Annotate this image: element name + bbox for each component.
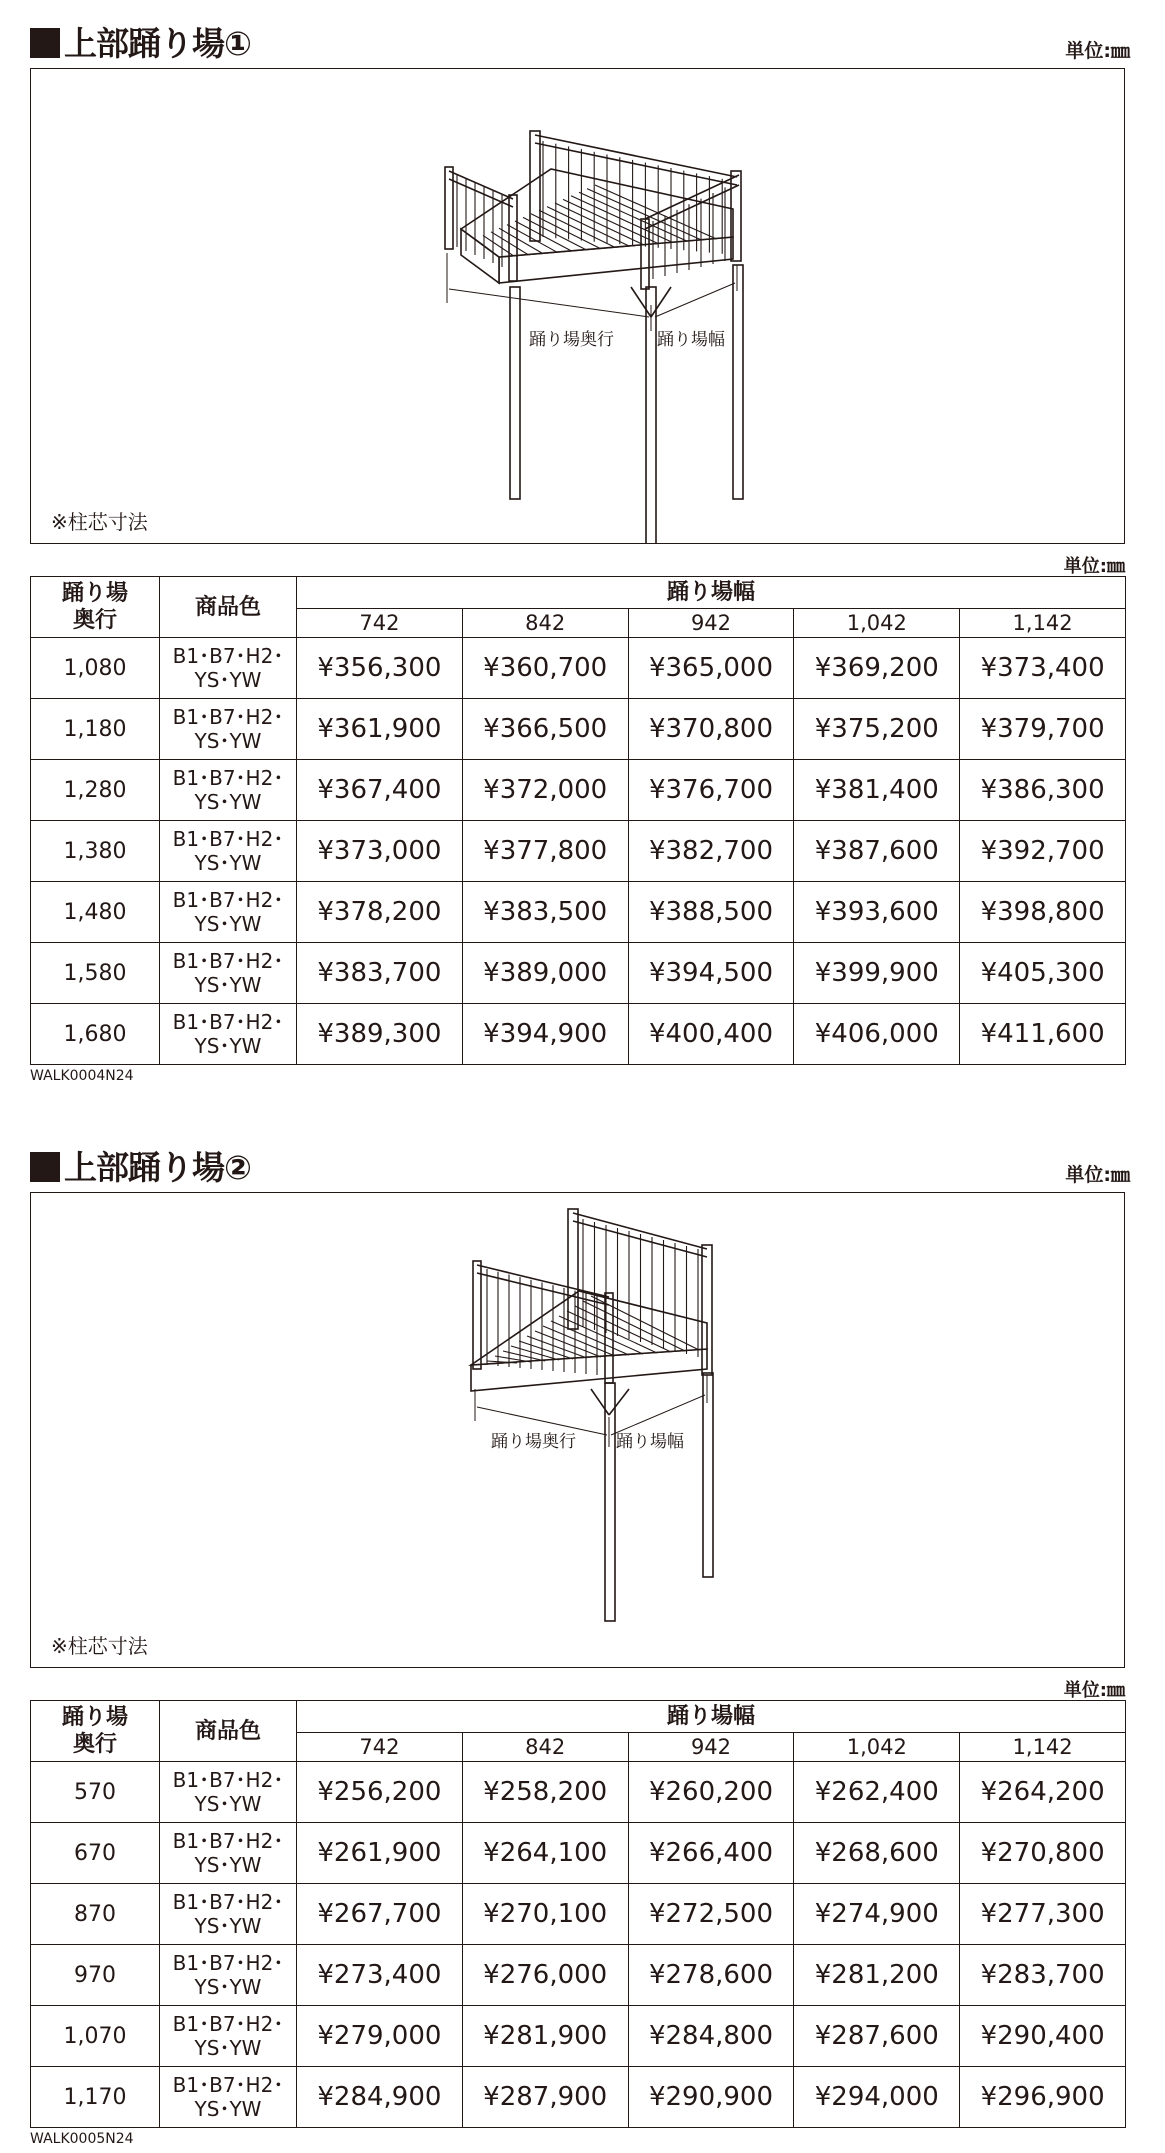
post [510, 287, 520, 499]
landing-illustration [31, 69, 1124, 543]
color-line-2: YS･YW [194, 1975, 262, 1999]
table-row [31, 638, 1126, 699]
depth-cell: 1,480 [31, 882, 160, 943]
price-cell: ¥258,200 [462, 1762, 628, 1823]
color-line-2: YS･YW [194, 1034, 262, 1058]
price-cell: ¥370,800 [628, 699, 794, 760]
price-cell: ¥294,000 [794, 2067, 960, 2128]
price-table [30, 576, 1126, 1065]
header-depth [31, 1701, 160, 1762]
price-cell: ¥394,500 [628, 943, 794, 1004]
depth-cell: 570 [31, 1762, 160, 1823]
table-row [31, 1945, 1126, 2006]
section-title-text: 上部踊り場① [64, 24, 251, 63]
width-842: 842 [462, 609, 628, 638]
price-cell: ¥264,200 [960, 1762, 1126, 1823]
price-cell: ¥277,300 [960, 1884, 1126, 1945]
price-cell: ¥361,900 [297, 699, 463, 760]
price-cell: ¥382,700 [628, 821, 794, 882]
table-row [31, 699, 1126, 760]
color-line-1: B1･B7･H2･ [172, 827, 284, 851]
color-line-1: B1･B7･H2･ [172, 888, 284, 912]
color-line-2: YS･YW [194, 2097, 262, 2121]
price-cell: ¥367,400 [297, 760, 463, 821]
price-cell: ¥379,700 [960, 699, 1126, 760]
price-cell: ¥290,900 [628, 2067, 794, 2128]
price-cell: ¥284,900 [297, 2067, 463, 2128]
price-cell: ¥283,700 [960, 1945, 1126, 2006]
color-cell [160, 699, 297, 760]
price-cell: ¥389,300 [297, 1004, 463, 1065]
price-cell: ¥386,300 [960, 760, 1126, 821]
product-code: WALK0005N24 [30, 2131, 134, 2147]
price-cell: ¥360,700 [462, 638, 628, 699]
depth-cell: 1,680 [31, 1004, 160, 1065]
width-942: 942 [628, 609, 794, 638]
width-742: 742 [297, 609, 463, 638]
price-cell: ¥372,000 [462, 760, 628, 821]
color-cell [160, 760, 297, 821]
color-line-1: B1･B7･H2･ [172, 2073, 284, 2097]
table-row [31, 943, 1126, 1004]
color-cell [160, 1823, 297, 1884]
depth-cell: 670 [31, 1823, 160, 1884]
depth-cell: 1,380 [31, 821, 160, 882]
depth-dimension-label: 踊り場奥行 [529, 330, 614, 350]
price-cell: ¥399,900 [794, 943, 960, 1004]
header-width: 踊り場幅 [297, 1701, 1126, 1733]
price-cell: ¥378,200 [297, 882, 463, 943]
color-line-2: YS･YW [194, 1853, 262, 1877]
width-742: 742 [297, 1733, 463, 1762]
price-cell: ¥284,800 [628, 2006, 794, 2067]
unit-label: 単位:㎜ [1065, 1164, 1130, 1186]
price-cell: ¥260,200 [628, 1762, 794, 1823]
price-table [30, 1700, 1126, 2128]
price-cell: ¥356,300 [297, 638, 463, 699]
color-line-1: B1･B7･H2･ [172, 1010, 284, 1034]
price-cell: ¥388,500 [628, 882, 794, 943]
color-line-2: YS･YW [194, 790, 262, 814]
depth-dimension-label: 踊り場奥行 [491, 1432, 576, 1452]
price-cell: ¥270,800 [960, 1823, 1126, 1884]
post [703, 1373, 713, 1577]
header-width: 踊り場幅 [297, 577, 1126, 609]
color-cell [160, 638, 297, 699]
color-line-1: B1･B7･H2･ [172, 766, 284, 790]
color-line-1: B1･B7･H2･ [172, 949, 284, 973]
header-depth-text: 踊り場奥行 [61, 1705, 128, 1757]
note-text: ※柱芯寸法 [51, 510, 148, 534]
price-cell: ¥400,400 [628, 1004, 794, 1065]
table-row [31, 1823, 1126, 1884]
price-cell: ¥394,900 [462, 1004, 628, 1065]
color-cell [160, 821, 297, 882]
table-row [31, 1884, 1126, 1945]
post [605, 1383, 615, 1621]
depth-cell: 1,580 [31, 943, 160, 1004]
color-cell [160, 1762, 297, 1823]
landing-illustration [31, 1193, 1124, 1667]
price-cell: ¥290,400 [960, 2006, 1126, 2067]
price-cell: ¥287,600 [794, 2006, 960, 2067]
color-cell [160, 882, 297, 943]
depth-cell: 870 [31, 1884, 160, 1945]
price-cell: ¥365,000 [628, 638, 794, 699]
price-cell: ¥273,400 [297, 1945, 463, 2006]
price-cell: ¥278,600 [628, 1945, 794, 2006]
price-cell: ¥274,900 [794, 1884, 960, 1945]
color-cell [160, 1004, 297, 1065]
width-dimension-label: 踊り場幅 [616, 1432, 684, 1452]
price-cell: ¥369,200 [794, 638, 960, 699]
color-line-2: YS･YW [194, 973, 262, 997]
unit-label: 単位:㎜ [1065, 40, 1130, 62]
depth-cell: 1,170 [31, 2067, 160, 2128]
price-cell: ¥287,900 [462, 2067, 628, 2128]
width-1042: 1,042 [794, 609, 960, 638]
header-color: 商品色 [160, 577, 297, 638]
price-cell: ¥281,200 [794, 1945, 960, 2006]
price-cell: ¥270,100 [462, 1884, 628, 1945]
color-cell [160, 1945, 297, 2006]
price-cell: ¥256,200 [297, 1762, 463, 1823]
price-cell: ¥411,600 [960, 1004, 1126, 1065]
price-cell: ¥268,600 [794, 1823, 960, 1884]
color-line-1: B1･B7･H2･ [172, 644, 284, 668]
price-cell: ¥276,000 [462, 1945, 628, 2006]
color-cell [160, 943, 297, 1004]
price-cell: ¥405,300 [960, 943, 1126, 1004]
price-cell: ¥389,000 [462, 943, 628, 1004]
price-cell: ¥261,900 [297, 1823, 463, 1884]
depth-cell: 1,080 [31, 638, 160, 699]
price-cell: ¥383,500 [462, 882, 628, 943]
price-cell: ¥281,900 [462, 2006, 628, 2067]
table-row [31, 1762, 1126, 1823]
color-cell [160, 1884, 297, 1945]
header-depth [31, 577, 160, 638]
header-depth-text: 踊り場奥行 [61, 581, 128, 633]
table-row [31, 760, 1126, 821]
color-line-1: B1･B7･H2･ [172, 1768, 284, 1792]
product-code: WALK0004N24 [30, 1068, 134, 1084]
price-cell: ¥264,100 [462, 1823, 628, 1884]
color-line-1: B1･B7･H2･ [172, 1951, 284, 1975]
color-line-2: YS･YW [194, 851, 262, 875]
width-1042: 1,042 [794, 1733, 960, 1762]
section-title-text: 上部踊り場② [64, 1148, 251, 1187]
width-1142: 1,142 [960, 1733, 1126, 1762]
square-bullet-icon [30, 28, 60, 58]
width-1142: 1,142 [960, 609, 1126, 638]
section-title [30, 1146, 251, 1190]
table-row [31, 2067, 1126, 2128]
price-cell: ¥373,000 [297, 821, 463, 882]
color-line-2: YS･YW [194, 729, 262, 753]
table-unit-label: 単位:㎜ [1063, 1680, 1125, 1701]
landing-illustration-frame [30, 1192, 1125, 1668]
color-line-2: YS･YW [194, 1792, 262, 1816]
note-text: ※柱芯寸法 [51, 1634, 148, 1658]
price-cell: ¥373,400 [960, 638, 1126, 699]
price-cell: ¥387,600 [794, 821, 960, 882]
landing-illustration-frame [30, 68, 1125, 544]
price-cell: ¥392,700 [960, 821, 1126, 882]
color-line-2: YS･YW [194, 668, 262, 692]
depth-cell: 1,070 [31, 2006, 160, 2067]
price-cell: ¥376,700 [628, 760, 794, 821]
width-842: 842 [462, 1733, 628, 1762]
color-cell [160, 2067, 297, 2128]
header-color: 商品色 [160, 1701, 297, 1762]
price-cell: ¥398,800 [960, 882, 1126, 943]
depth-cell: 1,280 [31, 760, 160, 821]
price-cell: ¥267,700 [297, 1884, 463, 1945]
price-cell: ¥266,400 [628, 1823, 794, 1884]
width-dimension-label: 踊り場幅 [657, 330, 725, 350]
price-cell: ¥381,400 [794, 760, 960, 821]
width-942: 942 [628, 1733, 794, 1762]
color-line-2: YS･YW [194, 912, 262, 936]
price-cell: ¥279,000 [297, 2006, 463, 2067]
table-row [31, 882, 1126, 943]
price-cell: ¥375,200 [794, 699, 960, 760]
table-row [31, 2006, 1126, 2067]
depth-cell: 970 [31, 1945, 160, 2006]
color-line-1: B1･B7･H2･ [172, 1829, 284, 1853]
color-cell [160, 2006, 297, 2067]
price-cell: ¥262,400 [794, 1762, 960, 1823]
post [733, 265, 743, 499]
table-unit-label: 単位:㎜ [1063, 556, 1125, 577]
price-cell: ¥393,600 [794, 882, 960, 943]
color-line-1: B1･B7･H2･ [172, 705, 284, 729]
section-title [30, 22, 251, 66]
price-cell: ¥377,800 [462, 821, 628, 882]
table-row [31, 821, 1126, 882]
color-line-1: B1･B7･H2･ [172, 1890, 284, 1914]
price-cell: ¥272,500 [628, 1884, 794, 1945]
table-row [31, 1004, 1126, 1065]
color-line-1: B1･B7･H2･ [172, 2012, 284, 2036]
price-cell: ¥383,700 [297, 943, 463, 1004]
price-cell: ¥366,500 [462, 699, 628, 760]
color-line-2: YS･YW [194, 1914, 262, 1938]
square-bullet-icon [30, 1152, 60, 1182]
color-line-2: YS･YW [194, 2036, 262, 2060]
price-cell: ¥406,000 [794, 1004, 960, 1065]
price-cell: ¥296,900 [960, 2067, 1126, 2128]
depth-cell: 1,180 [31, 699, 160, 760]
